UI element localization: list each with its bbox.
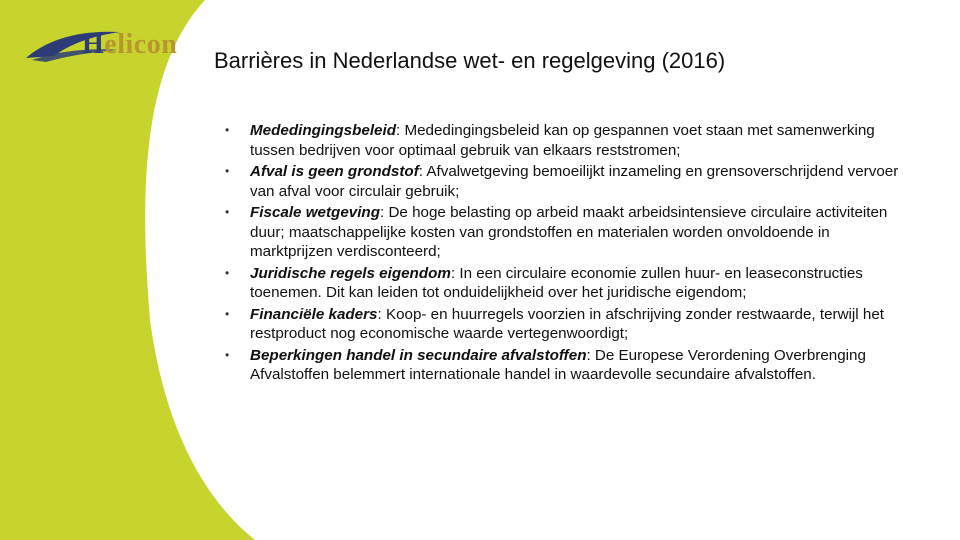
bullet-text: De hoge belasting op arbeid maakt arbeidsintensieve circulaire activiteiten duur; maatschappelijke kosten van grondstoffen en materialen worden onvoldoende in marktprijzen verdisconteerd;	[250, 204, 888, 260]
logo-wordmark	[82, 29, 177, 61]
bullet-text: In een circulaire economie zullen huur- en leaseconstructies toenemen. Dit kan leiden tot onduidelijkheid over het juridische eigendom;	[250, 264, 863, 301]
bullet-term: Mededingingsbeleid	[250, 122, 396, 139]
bullet-icon: •	[225, 123, 230, 137]
logo-first-letter: H	[82, 29, 105, 60]
list-item: • Financiële kaders: Koop- en huurregels voorzien in afschrijving zonder restwaarde, terwijl het restproduct nog economische waarde vertegenwoordigt;	[225, 305, 885, 342]
bullet-text: Mededingingsbeleid kan op gespannen voet staan met samenwerking tussen bedrijven voor optimaal gebruik van elkaars reststromen;	[250, 122, 875, 159]
list-item: • Mededingingsbeleid: Mededingingsbeleid kan op gespannen voet staan met samenwerking tussen bedrijven voor optimaal gebruik van elkaars reststromen;	[225, 122, 875, 159]
list-item: • Afval is geen grondstof: Afvalwetgeving bemoeilijkt inzameling en grensoverschrijdend vervoer van afval voor circulair gebruik;	[225, 163, 899, 200]
bullet-list	[222, 121, 902, 387]
bullet-text: De Europese Verordening Overbrenging Afvalstoffen belemmert internationale handel in waardevolle secundaire afvalstoffen.	[250, 346, 866, 383]
bullet-icon: •	[225, 347, 230, 362]
list-item: • Juridische regels eigendom: In een circulaire economie zullen huur- en leaseconstructies toenemen. Dit kan leiden tot onduidelijkheid over het juridische eigendom;	[225, 264, 863, 301]
bullet-icon: •	[225, 306, 230, 321]
bullet-term: Fiscale wetgeving	[250, 204, 380, 221]
bullet-term: Beperkingen handel in secundaire afvalstoffen	[250, 346, 587, 364]
slide-title: Barrières in Nederlandse wet- en regelgeving (2016)	[214, 48, 726, 73]
helicon-logo	[22, 22, 197, 72]
bullet-icon: •	[225, 265, 230, 280]
bullet-icon: •	[225, 164, 230, 178]
bullet-text: Koop- en huurregels voorzien in afschrijving zonder restwaarde, terwijl het restproduct nog economische waarde vertegenwoordigt;	[250, 305, 885, 342]
bullet-term: Afval is geen grondstof	[250, 163, 419, 180]
bullet-text: Afvalwetgeving bemoeilijkt inzameling en grensoverschrijdend vervoer van afval voor circulair gebruik;	[250, 163, 899, 200]
list-item: • Beperkingen handel in secundaire afvalstoffen: De Europese Verordening Overbrenging Afvalstoffen belemmert internationale handel in waardevolle secundaire afvalstoffen.	[225, 346, 866, 383]
bullet-icon: •	[225, 205, 230, 219]
bullet-term: Juridische regels eigendom	[250, 264, 451, 282]
bullet-term: Financiële kaders	[250, 305, 378, 323]
logo-rest: elicon	[104, 29, 178, 60]
list-item: • Fiscale wetgeving: De hoge belasting op arbeid maakt arbeidsintensieve circulaire activiteiten duur; maatschappelijke kosten van grondstoffen en materialen worden onvoldoende in marktprijzen verdisconteerd;	[225, 204, 888, 260]
